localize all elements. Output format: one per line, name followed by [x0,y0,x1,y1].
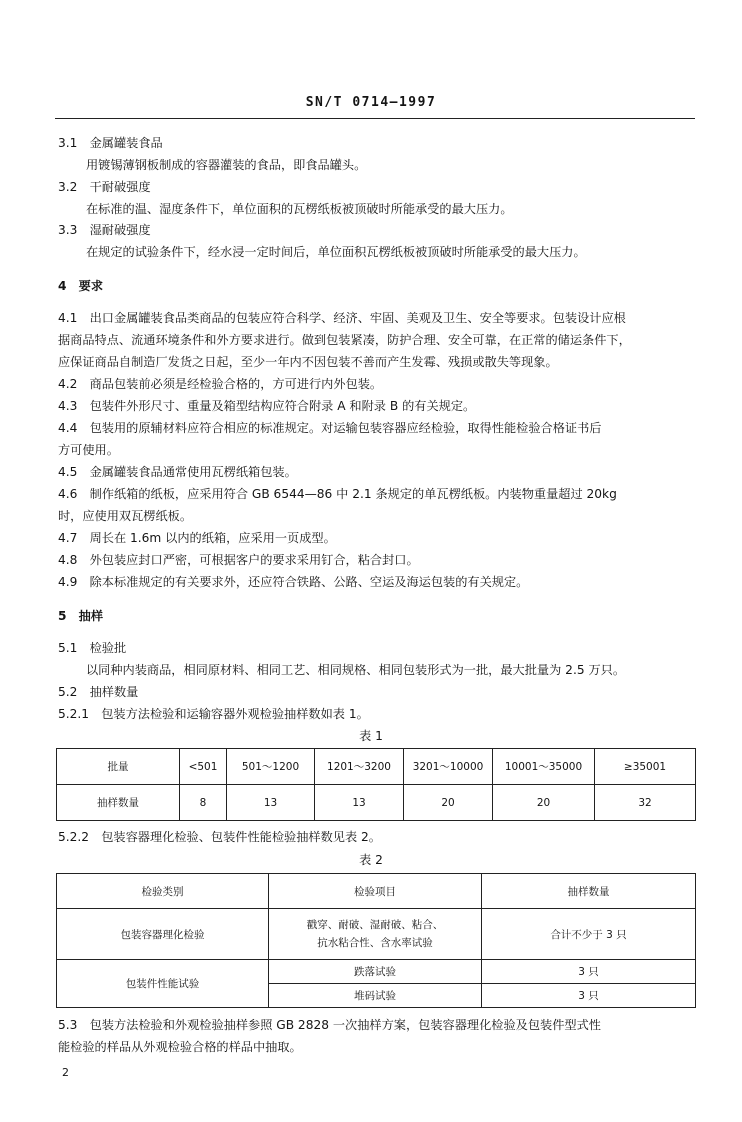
clause-3-1-title: 3.1 金属罐装食品 [58,136,163,150]
clause-4-1-line-2: 据商品特点、流通环境条件和外方要求进行。做到包装紧凑，防护合理、安全可靠，在正常的储运条件下， [58,333,631,347]
table-2-qty: 3 只 [482,960,696,984]
clause-3-1-text: 用镀锡薄钢板制成的容器灌装的食品，即食品罐头。 [86,158,367,172]
table-2-items-line: 戳穿、耐破、湿耐破、粘合、 [306,919,444,931]
table-1-cell: 20 [493,785,595,821]
section-4-heading: 4 要求 [58,279,104,293]
table-1-row-lot [57,749,696,785]
table-2-row [57,909,696,960]
table-1-row-sample [57,785,696,821]
clause-3-2-title: 3.2 干耐破强度 [58,180,151,194]
table-1-cell: ≥35001 [595,749,696,785]
table-2-caption: 表 2 [359,853,383,867]
clause-4-4-line-2: 方可使用。 [58,443,119,457]
clause-4-9: 4.9 除本标准规定的有关要求外，还应符合铁路、公路、空运及海运包装的有关规定。 [58,575,529,589]
table-1-cell: 8 [180,785,227,821]
table-1-header-sample: 抽样数量 [57,785,180,821]
clause-4-1-line-3: 应保证商品自制造厂发货之日起，至少一年内不因包装不善而产生发霉、残损或散失等现象。 [58,355,558,369]
table-2-header-row [57,874,696,909]
clause-5-2-2: 5.2.2 包装容器理化检验、包装件性能检验抽样数见表 2。 [58,830,381,844]
table-2-header: 检验类别 [57,874,269,909]
clause-4-8: 4.8 外包装应封口严密，可根据客户的要求采用钉合，粘合封口。 [58,553,419,567]
table-2-category: 包装件性能试验 [57,960,269,1008]
clause-4-1-line-1: 4.1 出口金属罐装食品类商品的包装应符合科学、经济、牢固、美观及卫生、安全等要求。包装设计应根 [58,311,626,325]
table-2-qty: 3 只 [482,984,696,1008]
table-2-items-line: 抗水粘合性、含水率试验 [317,937,433,949]
clause-5-2-title: 5.2 抽样数量 [58,685,139,699]
table-2-qty: 合计不少于 3 只 [482,909,696,960]
table-2-row [57,960,696,984]
table-1-cell: 10001～35000 [493,749,595,785]
table-1-cell: 32 [595,785,696,821]
table-1-cell: 20 [404,785,493,821]
table-1-cell: 3201～10000 [404,749,493,785]
table-1-header-lot: 批量 [57,749,180,785]
section-5-heading: 5 抽样 [58,609,104,623]
standard-code-header: SN/T 0714—1997 [305,95,437,110]
header-rule [55,118,695,119]
page-number: 2 [62,1066,69,1079]
table-2 [56,873,696,1008]
table-1-caption: 表 1 [359,729,383,743]
clause-4-3: 4.3 包装件外形尺寸、重量及箱型结构应符合附录 A 和附录 B 的有关规定。 [58,399,476,413]
table-1-cell: 1201～3200 [315,749,404,785]
clause-5-2-1: 5.2.1 包装方法检验和运输容器外观检验抽样数如表 1。 [58,707,369,721]
table-2-item: 堆码试验 [269,984,482,1008]
table-1-cell: <501 [180,749,227,785]
table-1-cell: 13 [315,785,404,821]
clause-4-5: 4.5 金属罐装食品通常使用瓦楞纸箱包装。 [58,465,297,479]
clause-5-3-line-1: 5.3 包装方法检验和外观检验抽样参照 GB 2828 一次抽样方案，包装容器理化检验及包装件型式性 [58,1018,601,1032]
clause-3-2-text: 在标准的温、湿度条件下，单位面积的瓦楞纸板被顶破时所能承受的最大压力。 [86,202,513,216]
clause-5-1-title: 5.1 检验批 [58,641,127,655]
table-2-item: 跌落试验 [269,960,482,984]
clause-4-7: 4.7 周长在 1.6m 以内的纸箱，应采用一页成型。 [58,531,336,545]
clause-4-6-line-1: 4.6 制作纸箱的纸板，应采用符合 GB 6544—86 中 2.1 条规定的单瓦楞纸板。内装物重量超过 20kg [58,487,617,501]
table-2-header: 检验项目 [269,874,482,909]
table-2-header: 抽样数量 [482,874,696,909]
clause-3-3-title: 3.3 湿耐破强度 [58,223,151,237]
clause-4-2: 4.2 商品包装前必须是经检验合格的，方可进行内外包装。 [58,377,383,391]
table-1-cell: 13 [227,785,315,821]
table-1 [56,748,696,821]
clause-4-6-line-2: 时，应使用双瓦楞纸板。 [58,509,193,523]
table-2-category: 包装容器理化检验 [57,909,269,960]
clause-5-1-text: 以同种内装商品，相同原材料、相同工艺、相同规格、相同包装形式为一批，最大批量为 2.5 万只。 [86,663,626,677]
clause-4-4-line-1: 4.4 包装用的原辅材料应符合相应的标准规定。对运输包装容器应经检验，取得性能检验合格证书后 [58,421,602,435]
table-1-cell: 501～1200 [227,749,315,785]
clause-3-3-text: 在规定的试验条件下，经水浸一定时间后，单位面积瓦楞纸板被顶破时所能承受的最大压力。 [86,245,586,259]
table-2-items [269,909,482,960]
clause-5-3-line-2: 能检验的样品从外观检验合格的样品中抽取。 [58,1040,302,1054]
